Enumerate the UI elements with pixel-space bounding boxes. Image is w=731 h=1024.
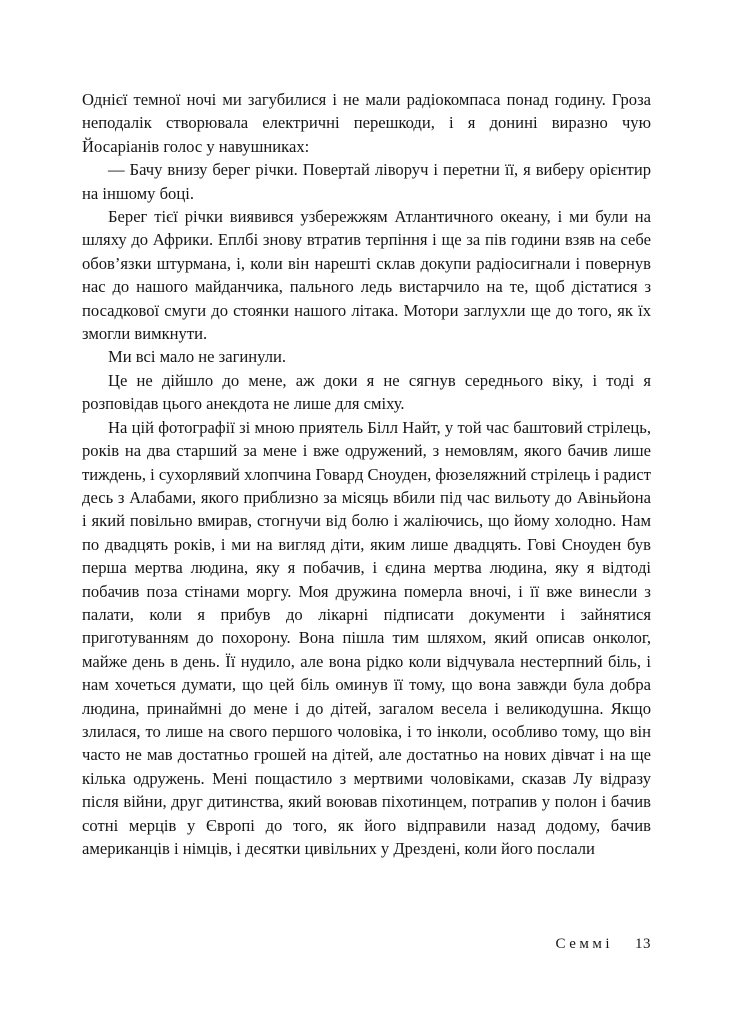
paragraph-1: Однієї темної ночі ми загубилися і не мали радіокомпаса понад годину. Гроза неподалік створювала електричні перешкоди, і я донині виразно чую Йосаріанів голос у навушниках: xyxy=(82,90,651,156)
paragraph-3: Берег тієї річки виявився узбережжям Атлантичного океану, і ми були на шляху до Африки. Еплбі знову втратив терпіння і ще за пів години взяв на себе обов’язки штурмана, і, коли він нарешті склав докупи радіосигнали і повернув нас до нашого майданчика, пального ледь вистарчило на те, щоб дістатися з посадкової смуги до стоянки нашого літака. Мотори заглухли ще до того, як їх змогли вимкнути. xyxy=(82,207,651,344)
paragraph-5: Це не дійшло до мене, аж доки я не сягнув середнього віку, і тоді я розповідав цього анекдота не лише для сміху. xyxy=(82,370,651,414)
page-text xyxy=(82,88,651,860)
running-title: Семмі xyxy=(555,936,613,952)
page-number: 13 xyxy=(635,936,651,952)
page-footer xyxy=(556,936,652,953)
paragraph-2-dialogue: — Бачу внизу берег річки. Повертай ліворуч і перетни її, я виберу орієнтир на іншому боці. xyxy=(82,160,651,203)
paragraph-6: На цій фотографії зі мною приятель Білл Найт, у той час баштовий стрілець, років на два старший за мене і вже одружений, з немовлям, якого бачив лише тиждень, і сухорлявий хлопчина Говард Сноуден, фюзеляжний стрілець і радист десь з Алабами, якого приблизно за місяць вбили під час вильоту до Авіньйона і який повільно вмирав, стогнучи від болю і жаліючись, що йому холодно. Нам по двадцять років, і ми на вигляд діти, яким лише двадцять. Гові Сноуден був перша мертва людина, яку я побачив, і єдина мертва людина, яку я відтоді побачив поза стінами моргу. Моя дружина померла вночі, і її вже винесли з палати, коли я прибув до лікарні підписати документи і зайнятися приготуванням до похорону. Вона пішла тим шляхом, який описав онколог, майже день в день. Її нудило, але вона рідко коли відчувала нестерпний біль, і нам хочеться думати, що цей біль оминув її тому, що вона завжди була добра людина, принаймні до мене і до дітей, загалом весела і великодушна. Якщо злилася, то лише на свого першого чоловіка, і то інколи, особливо тому, що він часто не мав достатньо грошей на дітей, але достатньо на нових дівчат і на ще кілька одружень. Мені пощастило з мертвими чоловіками, сказав Лу відразу після війни, друг дитинства, який воював піхотинцем, потрапив у полон і бачив сотні мерців у Європі до того, як його відправили назад додому, бачив американців і німців, і десятки цивільних у Дрездені, коли його послали xyxy=(82,417,651,858)
paragraph-4: Ми всі мало не загинули. xyxy=(108,347,287,367)
